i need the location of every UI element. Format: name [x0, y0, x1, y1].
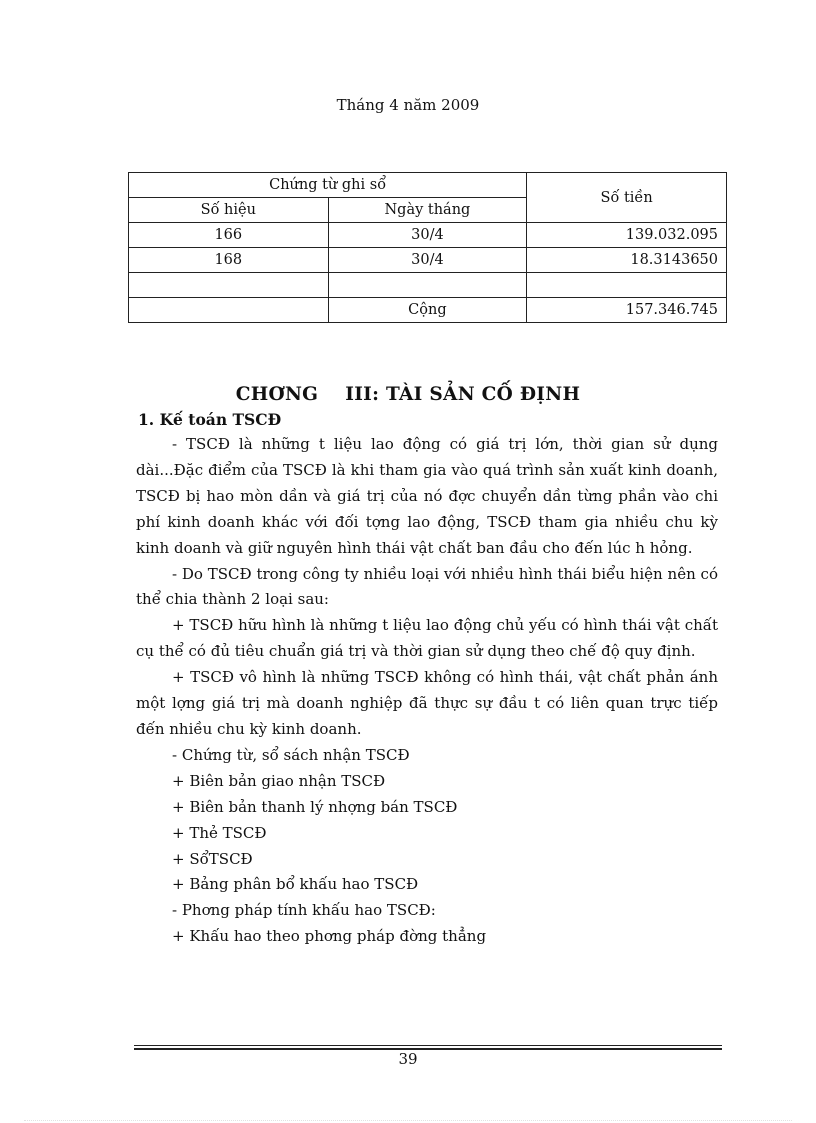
- table-cell: 139.032.095: [527, 223, 727, 248]
- table-cell: 166: [129, 223, 329, 248]
- list-item: + Biên bản giao nhận TSCĐ: [172, 771, 386, 790]
- paragraph: - Do TSCĐ trong công ty nhiều loại với nhiều hình thái biểu hiện nên có thể chia thành 2 loại sau:: [136, 564, 718, 609]
- list-item: + SổTSCĐ: [172, 849, 253, 868]
- chapter-title: CHƠNG III: TÀI SẢN CỐ ĐỊNH: [235, 384, 581, 405]
- list-item: + Khấu hao theo phơng pháp đờng thẳng: [172, 927, 487, 946]
- section-title: 1. Kế toán TSCĐ: [138, 410, 282, 429]
- paragraph: + TSCĐ vô hình là những TSCĐ không có hình thái, vật chất phản ánh một lợng giá trị mà doanh nghiệp đã thực sự đầu t có liên quan trực tiếp đến nhiều chu kỳ kinh doanh.: [136, 668, 718, 738]
- table-row: [129, 223, 727, 248]
- list-item: + Thẻ TSCĐ: [172, 823, 267, 842]
- group-header-cell: Chứng từ ghi sổ: [129, 173, 527, 198]
- table-cell: 30/4: [328, 223, 527, 248]
- list-item: + Bảng phân bổ khấu hao TSCĐ: [172, 875, 419, 894]
- date-header-cell: Ngày tháng: [328, 198, 527, 223]
- paragraph: + TSCĐ hữu hình là những t liệu lao động chủ yếu có hình thái vật chất cụ thể có đủ tiêu chuẩn giá trị và thời gian sử dụng theo chế độ quy định.: [136, 616, 718, 661]
- table-row-empty: [129, 273, 727, 298]
- table-header-row: [129, 173, 727, 198]
- footer-rule-top: [134, 1045, 722, 1046]
- total-label-cell: Cộng: [328, 298, 527, 323]
- list-item: + Biên bản thanh lý nhợng bán TSCĐ: [172, 797, 458, 816]
- table-cell: [129, 273, 329, 298]
- table-cell: [527, 273, 727, 298]
- table-cell: 168: [129, 248, 329, 273]
- list-item: - Chứng từ, sổ sách nhận TSCĐ: [172, 745, 410, 764]
- paragraph: - TSCĐ là những t liệu lao động có giá trị lớn, thời gian sử dụng dài...Đặc điểm của TSCĐ là khi tham gia vào quá trình sản xuất kinh doanh, TSCĐ bị hao mòn dần và giá trị của nó đợc chuyển dần từng phần vào chi phí kinh doanh khác với đối tợng lao động, TSCĐ tham gia nhiều chu kỳ kinh doanh và giữ nguyên hình thái vật chất ban đầu cho đến lúc h hỏng.: [136, 435, 718, 557]
- number-header-cell: Số hiệu: [129, 198, 329, 223]
- table-cell: [129, 298, 329, 323]
- table-cell: 30/4: [328, 248, 527, 273]
- page-number: 39: [398, 1050, 418, 1068]
- table-cell: [328, 273, 527, 298]
- month-title: Tháng 4 năm 2009: [336, 96, 480, 114]
- page-edge-dots: [24, 1120, 792, 1121]
- body-text: [136, 432, 718, 950]
- total-value-cell: 157.346.745: [527, 298, 727, 323]
- table-row: [129, 248, 727, 273]
- table-cell: 18.3143650: [527, 248, 727, 273]
- table-total-row: [129, 298, 727, 323]
- list-item: - Phơng pháp tính khấu hao TSCĐ:: [172, 901, 436, 920]
- amount-header-cell: Số tiền: [527, 173, 727, 223]
- ledger-table: [128, 172, 727, 323]
